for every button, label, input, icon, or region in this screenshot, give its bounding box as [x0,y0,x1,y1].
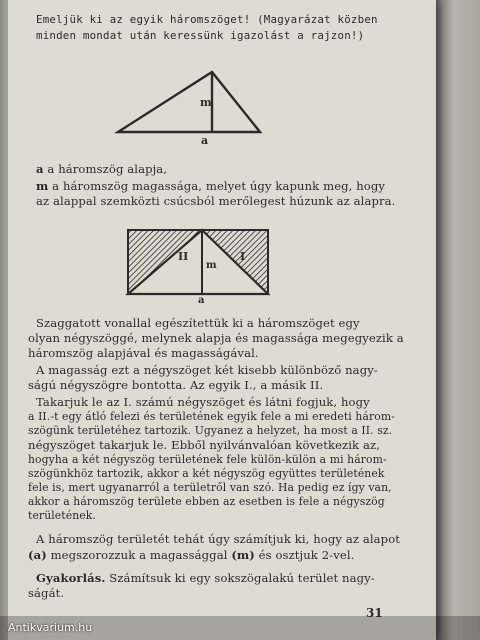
page-number: 31 [366,606,383,620]
book-page [8,0,436,640]
triangle-outline [118,72,260,132]
rectangle-triangle-figure [118,226,278,304]
formula-height: (m) [231,548,255,562]
formula-end: és osztjuk 2-vel. [254,548,355,562]
paragraph1-line-3: háromszög alapjával és magasságával. [28,346,259,360]
paragraph3-line-4: négyszöget takarjuk le. Ebből nyilvánvalóan következik az, [28,438,380,452]
paragraph4-line-2 [28,548,354,563]
paragraph3-line-2: a II.-t egy átló felezi és területének egyik fele a mi eredeti három- [28,410,395,423]
intro-line-1: Emeljük ki az egyik háromszöget! (Magyarázat közben [36,13,378,26]
definition-a-letter: a [36,162,44,176]
definition-a [36,162,167,177]
region-label-right: I [240,250,246,263]
paragraph3-line-1: Takarjuk le az I. számú négyszöget és látni fogjuk, hogy [36,395,370,409]
height-label: m [206,260,217,271]
base-label: a [201,134,209,147]
height-label: m [200,96,212,109]
definition-a-text: a háromszög alapja, [43,162,168,176]
paragraph3-line-7: fele is, mert ugyanarról a területről van szó. Ha pedig ez így van, [28,481,392,494]
facing-page-edge [436,0,480,640]
paragraph3-line-5: hogyha a két négyszög területének fele külön-külön a mi három- [28,453,387,466]
exercise-line-1 [36,571,375,586]
definition-m-text: a háromszög magassága, melyet úgy kapunk meg, hogy [48,179,386,193]
paragraph2-line-2: ságú négyszögre bontotta. Az egyik I., a másik II. [28,378,324,392]
definition-m-letter: m [36,179,49,193]
definition-m [36,179,385,194]
paragraph1-line-1: Szaggatott vonallal egészítettük ki a háromszöget egy [36,316,360,330]
paragraph3-line-9: területének. [28,509,96,522]
paragraph4-line-1: A háromszög területét tehát úgy számítjuk ki, hogy az alapot [36,532,401,546]
paragraph3-line-3: szögünk területéhez tartozik. Ugyanez a helyzet, ha most a II. sz. [28,424,393,437]
paragraph1-line-2: olyan négyszöggé, melynek alapja és magassága megegyezik a [28,331,404,345]
formula-text: megszorozzuk a magassággal [46,548,232,562]
exercise-line-2: ságát. [28,586,65,600]
base-label: a [198,295,205,304]
exercise-label: Gyakorlás. [36,571,106,585]
paragraph3-line-6: szögünkhöz tartozik, akkor a két négyszög együttes területének [28,467,385,480]
intro-line-2: minden mondat után keressünk igazolást a rajzon!) [36,29,365,42]
formula-base: (a) [28,548,47,562]
paragraph2-line-1: A magasság ezt a négyszöget két kisebb különböző nagy- [36,363,378,377]
triangle-figure [108,62,278,150]
region-label-left: II [178,250,189,263]
watermark: Antikvarium.hu [8,621,93,634]
exercise-text: Számítsuk ki egy sokszögalakú terület nagy- [105,571,375,585]
paragraph3-line-8: akkor a háromszög területe ebben az esetben is fele a négyszög [28,495,385,508]
definition-m-continued: az alappal szemközti csúcsból merőlegest húzunk az alapra. [36,194,396,208]
